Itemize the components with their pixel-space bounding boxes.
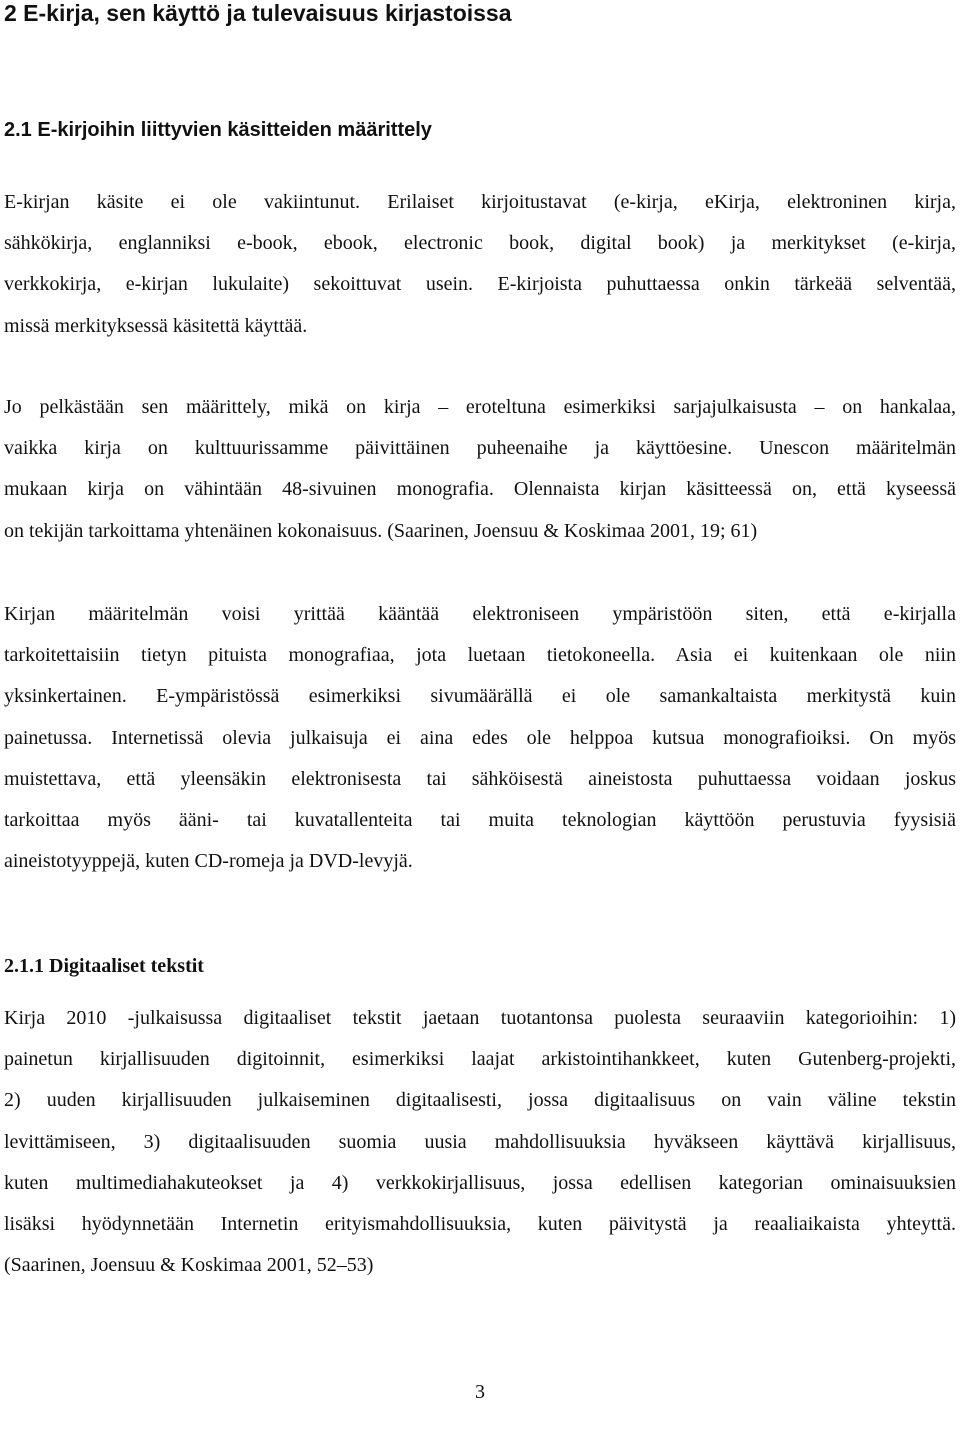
- paragraph-line: kuten multimediahakuteokset ja 4) verkkokirjallisuus, jossa edellisen kategorian ominaisuuksien: [4, 1171, 956, 1194]
- paragraph-line: tarkoittaa myös ääni- tai kuvatallenteita tai muita teknologian käyttöön perustuvia fyysisiä: [4, 808, 956, 831]
- paragraph-3: [4, 594, 956, 882]
- paragraph-line: 2) uuden kirjallisuuden julkaiseminen digitaalisesti, jossa digitaalisuus on vain väline tekstin: [4, 1089, 956, 1112]
- paragraph-line: levittämiseen, 3) digitaalisuuden suomia uusia mahdollisuuksia hyväkseen käyttävä kirjallisuus,: [4, 1130, 956, 1153]
- section-heading: 2.1 E-kirjoihin liittyvien käsitteiden määrittely: [4, 119, 432, 141]
- paragraph-line: verkkokirja, e-kirjan lukulaite) sekoittuvat usein. E-kirjoista puhuttaessa onkin tärkeää selventää,: [4, 273, 956, 296]
- paragraph-line: E-kirjan käsite ei ole vakiintunut. Erilaiset kirjoitustavat (e-kirja, eKirja, elektroninen kirja,: [4, 191, 956, 213]
- paragraph-line: painetun kirjallisuuden digitoinnit, esimerkiksi laajat arkistointihankkeet, kuten Gutenberg-projekti,: [4, 1048, 956, 1071]
- paragraph-line: aineistotyyppejä, kuten CD-romeja ja DVD-levyjä.: [4, 850, 413, 873]
- paragraph-line: missä merkityksessä käsitettä käyttää.: [4, 314, 308, 337]
- paragraph-line: tarkoitettaisiin tietyn pituista monografiaa, jota luetaan tietokoneella. Asia ei kuitenkaan ole niin: [4, 644, 956, 667]
- paragraph-line: lisäksi hyödynnetään Internetin erityismahdollisuuksia, kuten päivitystä ja reaaliaikaista yhteyttä.: [4, 1212, 956, 1235]
- paragraph-line: mukaan kirja on vähintään 48-sivuinen monografia. Olennaista kirjan käsitteessä on, että kyseessä: [4, 478, 956, 501]
- paragraph-line: Jo pelkästään sen määrittely, mikä on kirja – eroteltuna esimerkiksi sarjajulkaisusta – on hankalaa,: [4, 396, 956, 418]
- paragraph-line: sähkökirja, englanniksi e-book, ebook, electronic book, digital book) ja merkitykset (e-kirja,: [4, 232, 956, 255]
- chapter-heading: 2 E-kirja, sen käyttö ja tulevaisuus kirjastoissa: [4, 0, 512, 26]
- paragraph-line: yksinkertainen. E-ympäristössä esimerkiksi sivumäärällä ei ole samankaltaista merkitystä kuin: [4, 685, 956, 708]
- paragraph-1: [4, 182, 956, 347]
- paragraph-line: muistettava, että yleensäkin elektronisesta tai sähköisestä aineistosta puhuttaessa voidaan joskus: [4, 767, 956, 790]
- paragraph-line: Kirja 2010 -julkaisussa digitaaliset tekstit jaetaan tuotantonsa puolesta seuraaviin kategorioihin: 1): [4, 1007, 956, 1029]
- paragraph-2: [4, 387, 956, 552]
- paragraph-line: Kirjan määritelmän voisi yrittää kääntää elektroniseen ympäristöön siten, että e-kirjalla: [4, 603, 956, 625]
- subsection-heading: 2.1.1 Digitaaliset tekstit: [4, 955, 204, 977]
- paragraph-line: on tekijän tarkoittama yhtenäinen kokonaisuus. (Saarinen, Joensuu & Koskimaa 2001, 19; 61): [4, 519, 758, 542]
- paragraph-line: vaikka kirja on kulttuurissamme päivittäinen puheenaihe ja käyttöesine. Unescon määritelmän: [4, 437, 956, 460]
- paragraph-line: painetussa. Internetissä olevia julkaisuja ei aina edes ole helppoa kutsua monografioiksi. On myös: [4, 726, 956, 749]
- paragraph-line: (Saarinen, Joensuu & Koskimaa 2001, 52–53): [4, 1254, 374, 1277]
- paragraph-4: [4, 998, 956, 1286]
- page-number: 3: [475, 1381, 485, 1403]
